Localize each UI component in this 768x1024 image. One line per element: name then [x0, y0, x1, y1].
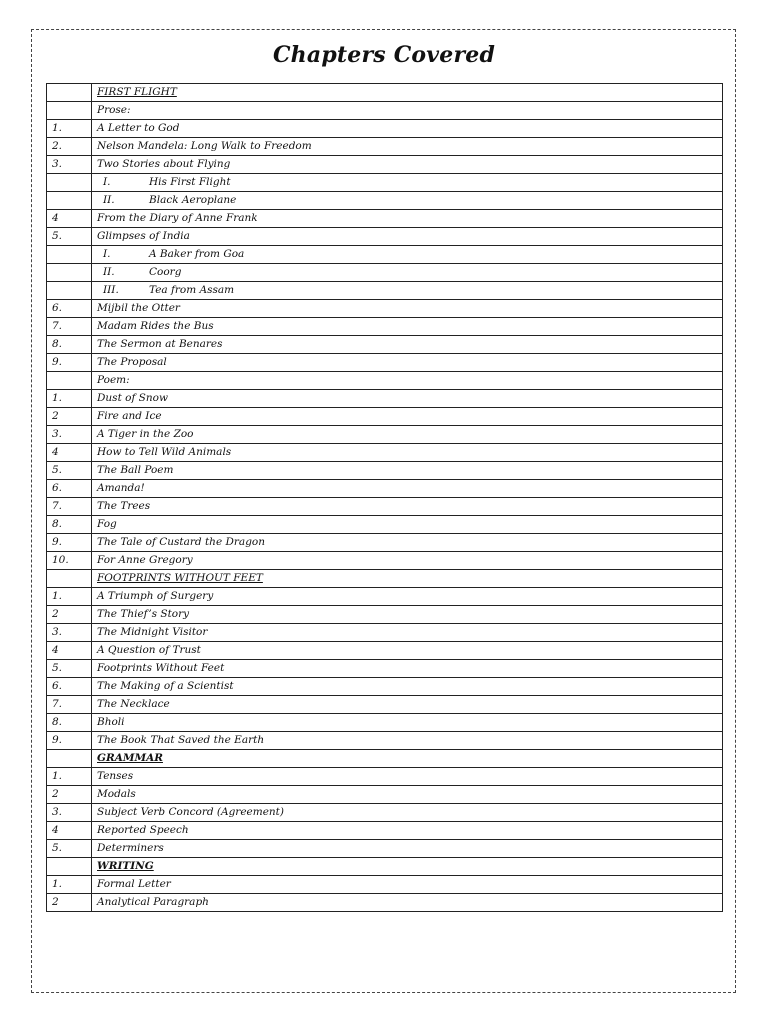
table-row [47, 498, 723, 516]
row-number: 6. [47, 480, 92, 498]
chapter-title: Two Stories about Flying [92, 156, 723, 174]
chapter-title: The Midnight Visitor [92, 624, 723, 642]
table-row [47, 660, 723, 678]
table-row [47, 156, 723, 174]
chapter-title: Tenses [92, 768, 723, 786]
row-number: 2 [47, 894, 92, 912]
sub-chapter-label: Black Aeroplane [149, 194, 237, 206]
row-number [47, 264, 92, 282]
row-number: 2 [47, 786, 92, 804]
roman-numeral: I. [103, 248, 111, 260]
table-row [47, 786, 723, 804]
table-row [47, 372, 723, 390]
table-row [47, 696, 723, 714]
row-number: 4 [47, 822, 92, 840]
table-row [47, 102, 723, 120]
roman-numeral: II. [103, 266, 115, 278]
table-row [47, 678, 723, 696]
table-row [47, 138, 723, 156]
section-heading-label: FIRST FLIGHT [97, 86, 177, 98]
chapter-title: Subject Verb Concord (Agreement) [92, 804, 723, 822]
chapter-title: The Proposal [92, 354, 723, 372]
table-row [47, 894, 723, 912]
table-row [47, 84, 723, 102]
table-row [47, 192, 723, 210]
row-number: 7. [47, 318, 92, 336]
table-row [47, 624, 723, 642]
section-heading [92, 750, 723, 768]
row-number [47, 174, 92, 192]
table-row [47, 264, 723, 282]
table-row [47, 120, 723, 138]
table-row [47, 390, 723, 408]
table-row [47, 642, 723, 660]
row-number [47, 372, 92, 390]
chapters-table [46, 83, 723, 912]
row-number: 10. [47, 552, 92, 570]
row-number: 7. [47, 696, 92, 714]
sub-chapter-title [92, 192, 723, 210]
sub-chapter-label: A Baker from Goa [149, 248, 245, 260]
roman-numeral: III. [103, 284, 119, 296]
chapter-title: Footprints Without Feet [92, 660, 723, 678]
table-row [47, 858, 723, 876]
row-number: 2. [47, 138, 92, 156]
table-row [47, 732, 723, 750]
table-row [47, 282, 723, 300]
row-number [47, 84, 92, 102]
page-title: Chapters Covered [272, 42, 496, 68]
chapters-table-body [47, 84, 723, 912]
chapter-title: The Tale of Custard the Dragon [92, 534, 723, 552]
table-row [47, 480, 723, 498]
row-number: 3. [47, 426, 92, 444]
row-number [47, 750, 92, 768]
sub-chapter-label: His First Flight [149, 176, 231, 188]
row-number: 5. [47, 462, 92, 480]
chapter-title: From the Diary of Anne Frank [92, 210, 723, 228]
row-number: 2 [47, 408, 92, 426]
table-row [47, 444, 723, 462]
section-heading [92, 570, 723, 588]
chapter-title: Fog [92, 516, 723, 534]
chapter-title: Determiners [92, 840, 723, 858]
table-row [47, 768, 723, 786]
chapter-title: Formal Letter [92, 876, 723, 894]
row-number [47, 858, 92, 876]
chapter-title: The Thief’s Story [92, 606, 723, 624]
table-row [47, 516, 723, 534]
sub-chapter-label: Tea from Assam [149, 284, 235, 296]
table-row [47, 228, 723, 246]
chapter-title: Dust of Snow [92, 390, 723, 408]
table-row [47, 534, 723, 552]
chapter-title: For Anne Gregory [92, 552, 723, 570]
table-row [47, 822, 723, 840]
chapter-title: The Sermon at Benares [92, 336, 723, 354]
row-number [47, 102, 92, 120]
section-heading-label: FOOTPRINTS WITHOUT FEET [97, 572, 263, 584]
chapter-title: Glimpses of India [92, 228, 723, 246]
chapter-title: The Ball Poem [92, 462, 723, 480]
chapter-title: The Making of a Scientist [92, 678, 723, 696]
table-row [47, 210, 723, 228]
table-row [47, 570, 723, 588]
sub-chapter-title [92, 174, 723, 192]
table-row [47, 246, 723, 264]
table-row [47, 750, 723, 768]
section-heading [92, 84, 723, 102]
row-number: 5. [47, 660, 92, 678]
section-heading-label: WRITING [97, 860, 154, 872]
sub-chapter-title [92, 282, 723, 300]
table-row [47, 354, 723, 372]
row-number [47, 246, 92, 264]
row-number: 7. [47, 498, 92, 516]
chapter-title: Amanda! [92, 480, 723, 498]
row-number: 4 [47, 444, 92, 462]
row-number: 1. [47, 120, 92, 138]
chapter-title: Reported Speech [92, 822, 723, 840]
row-number: 3. [47, 156, 92, 174]
chapter-title: Modals [92, 786, 723, 804]
chapter-title: The Trees [92, 498, 723, 516]
chapter-title: Madam Rides the Bus [92, 318, 723, 336]
row-number: 9. [47, 534, 92, 552]
chapter-title: Nelson Mandela: Long Walk to Freedom [92, 138, 723, 156]
row-number: 5. [47, 228, 92, 246]
table-row [47, 588, 723, 606]
row-number: 8. [47, 714, 92, 732]
table-row [47, 552, 723, 570]
row-number: 4 [47, 210, 92, 228]
category-label: Poem: [92, 372, 723, 390]
chapter-title: How to Tell Wild Animals [92, 444, 723, 462]
roman-numeral: I. [103, 176, 111, 188]
chapter-title: Bholi [92, 714, 723, 732]
row-number: 1. [47, 588, 92, 606]
table-row [47, 462, 723, 480]
chapter-title: A Question of Trust [92, 642, 723, 660]
chapter-title: A Tiger in the Zoo [92, 426, 723, 444]
sub-chapter-title [92, 264, 723, 282]
row-number [47, 570, 92, 588]
row-number [47, 282, 92, 300]
table-row [47, 804, 723, 822]
section-heading [92, 858, 723, 876]
row-number: 3. [47, 624, 92, 642]
table-row [47, 714, 723, 732]
row-number: 1. [47, 390, 92, 408]
chapter-title: A Letter to God [92, 120, 723, 138]
chapter-title: Analytical Paragraph [92, 894, 723, 912]
table-row [47, 300, 723, 318]
chapter-title: A Triumph of Surgery [92, 588, 723, 606]
row-number: 6. [47, 678, 92, 696]
row-number: 6. [47, 300, 92, 318]
row-number: 2 [47, 606, 92, 624]
table-row [47, 840, 723, 858]
row-number: 9. [47, 354, 92, 372]
roman-numeral: II. [103, 194, 115, 206]
row-number: 9. [47, 732, 92, 750]
table-row [47, 408, 723, 426]
chapter-title: The Necklace [92, 696, 723, 714]
row-number [47, 192, 92, 210]
row-number: 5. [47, 840, 92, 858]
row-number: 8. [47, 336, 92, 354]
section-heading-label: GRAMMAR [97, 752, 163, 764]
sub-chapter-title [92, 246, 723, 264]
row-number: 8. [47, 516, 92, 534]
table-row [47, 318, 723, 336]
table-row [47, 336, 723, 354]
sub-chapter-label: Coorg [149, 266, 182, 278]
row-number: 4 [47, 642, 92, 660]
chapter-title: The Book That Saved the Earth [92, 732, 723, 750]
table-row [47, 876, 723, 894]
chapter-title: Mijbil the Otter [92, 300, 723, 318]
row-number: 1. [47, 768, 92, 786]
table-row [47, 426, 723, 444]
table-row [47, 174, 723, 192]
row-number: 3. [47, 804, 92, 822]
category-label: Prose: [92, 102, 723, 120]
chapter-title: Fire and Ice [92, 408, 723, 426]
table-row [47, 606, 723, 624]
row-number: 1. [47, 876, 92, 894]
